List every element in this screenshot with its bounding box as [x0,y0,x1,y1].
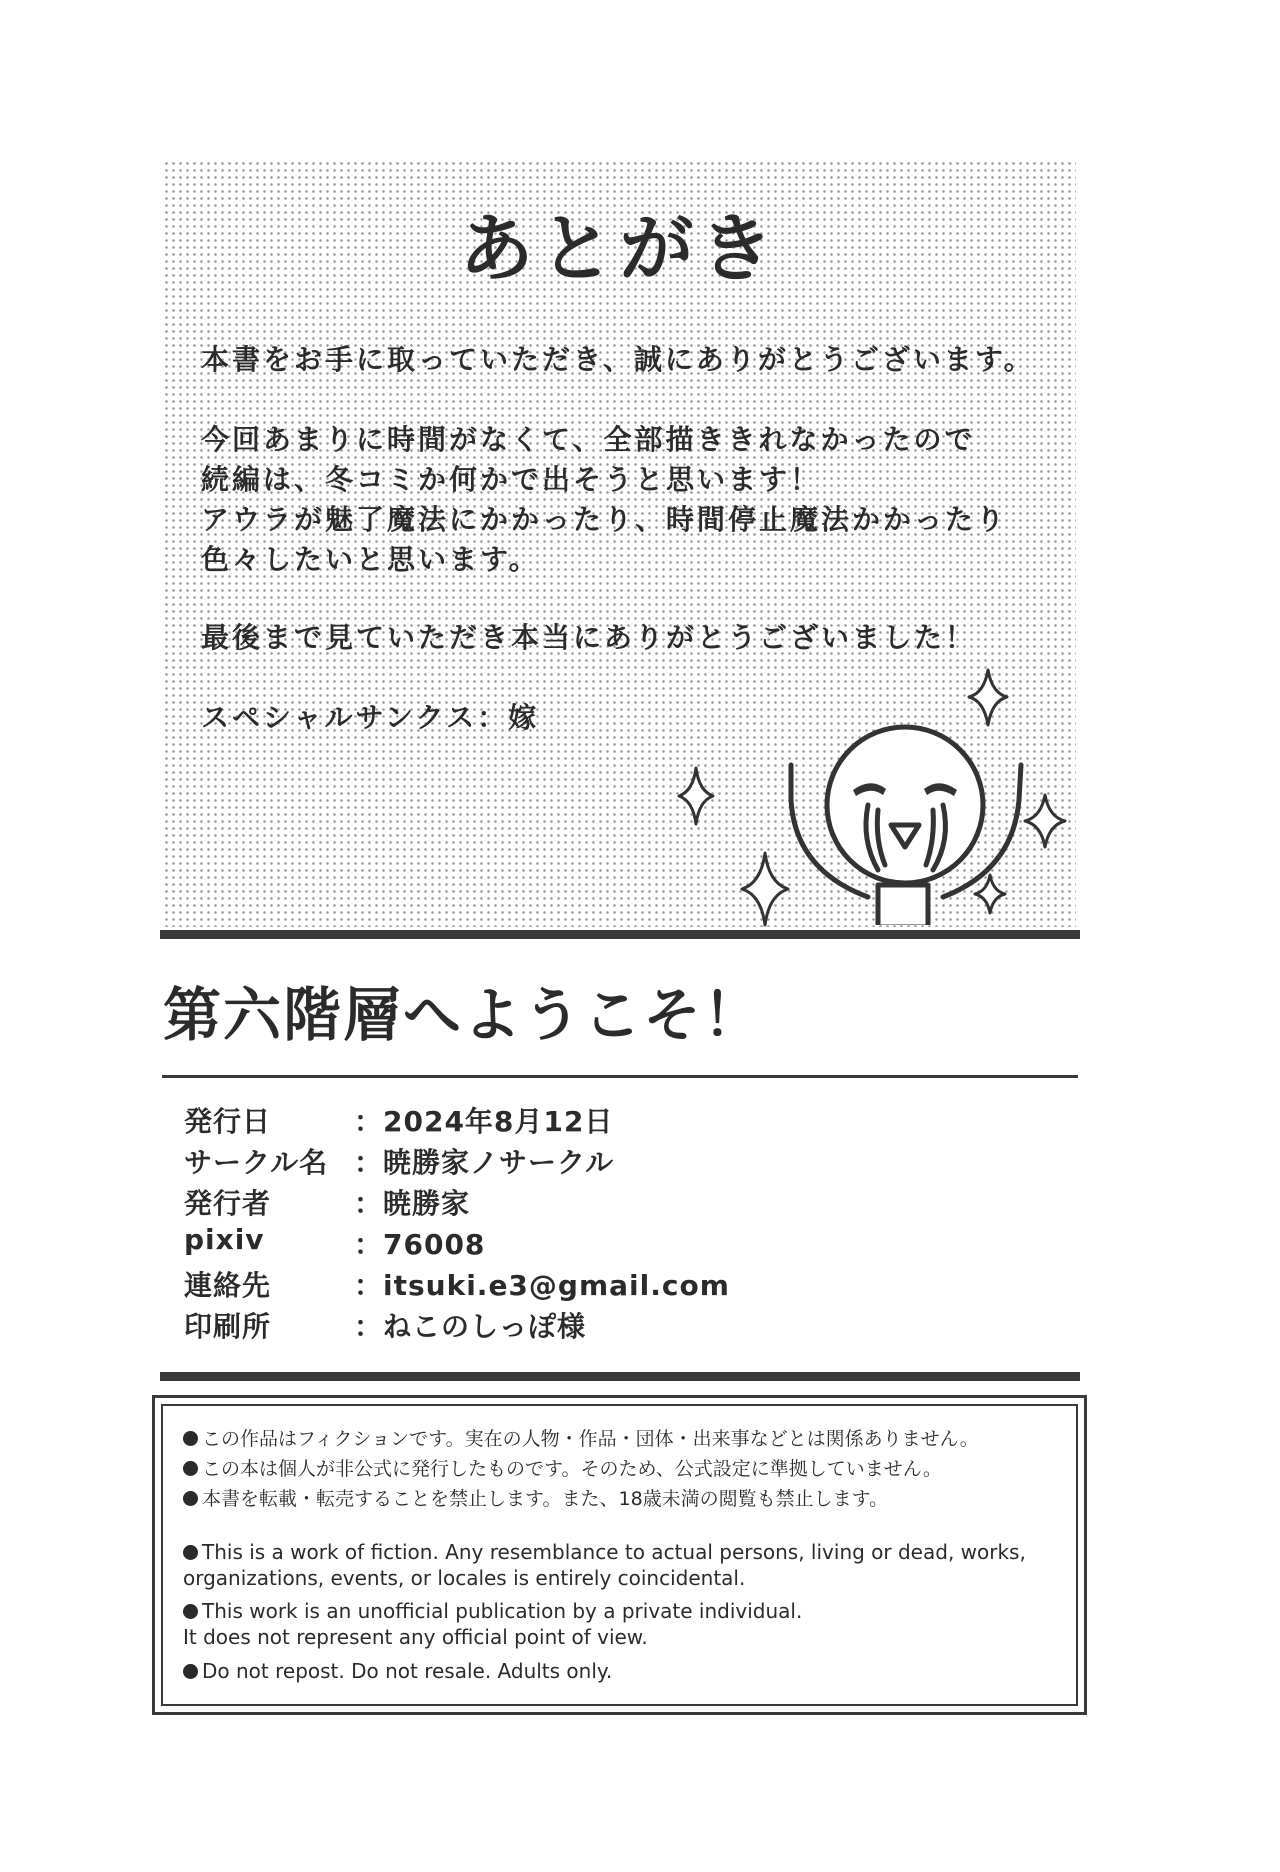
bullet-icon [183,1664,198,1679]
sparkle-icon [676,765,716,827]
notice-line-ja: この本は個人が非公式に発行したものです。そのため、公式設定に準拠していません。 [183,1454,942,1481]
afterword-panel [163,160,1076,927]
divider [160,930,1080,939]
sparkle-icon [738,850,792,928]
afterword-title: あとがき [459,206,780,292]
notice-line-ja: この作品はフィクションです。実在の人物・作品・団体・出来事などとは関係ありません。 [183,1424,979,1451]
notice-line-en: Do not repost. Do not resale. Adults only. [183,1659,612,1683]
colophon-label: 発行日 [184,1105,272,1138]
bullet-icon [183,1604,198,1619]
notice-line-en: It does not represent any official point of view. [183,1625,648,1649]
afterword-line: 最後まで見ていただき本当にありがとうございました！ [201,621,977,654]
notice-inner-frame [161,1404,1078,1706]
afterword-line: 色々したいと思います。 [201,543,540,576]
notice-line-en: This work is an unofficial publication by a private individual. [183,1599,802,1623]
colophon-label: サークル名 [184,1146,329,1179]
colophon-value: ：itsuki.e3@gmail.com [354,1269,730,1302]
special-thanks: スペシャルサンクス：嫁 [201,701,540,734]
bullet-icon [183,1431,198,1446]
divider [160,1372,1080,1381]
afterword-line: アウラが魅了魔法にかかったり、時間停止魔法かかったり [201,503,1008,536]
colophon-label: 連絡先 [184,1269,272,1302]
notice-box [152,1395,1087,1715]
notice-line-en: organizations, events, or locales is entirely coincidental. [183,1566,746,1590]
crying-mascot-icon [783,665,1073,925]
colophon-value: ：2024年8月12日 [354,1105,614,1138]
colophon-value: ：暁勝家ノサークル [354,1146,615,1179]
colophon-value: ：ねこのしっぽ様 [354,1310,587,1343]
divider [162,1075,1078,1078]
book-title: 第六階層へようこそ！ [163,981,764,1049]
colophon-label: pixiv [184,1223,265,1256]
notice-line-ja: 本書を転載・転売することを禁止します。また、18歳未満の閲覧も禁止します。 [183,1484,888,1511]
colophon-label: 発行者 [184,1187,272,1220]
bullet-icon [183,1461,198,1476]
colophon-value: ：76008 [354,1228,486,1261]
notice-line-en: This is a work of fiction. Any resemblance to actual persons, living or dead, works, [183,1540,1026,1564]
afterword-line: 続編は、冬コミか何かで出そうと思います！ [201,463,822,496]
bullet-icon [183,1545,198,1560]
afterword-line: 今回あまりに時間がなくて、全部描ききれなかったので [201,423,976,456]
bullet-icon [183,1491,198,1506]
colophon-label: 印刷所 [184,1310,272,1343]
afterword-line: 本書をお手に取っていただき、誠にありがとうございます。 [201,343,1035,376]
colophon-value: ：暁勝家 [354,1187,471,1220]
